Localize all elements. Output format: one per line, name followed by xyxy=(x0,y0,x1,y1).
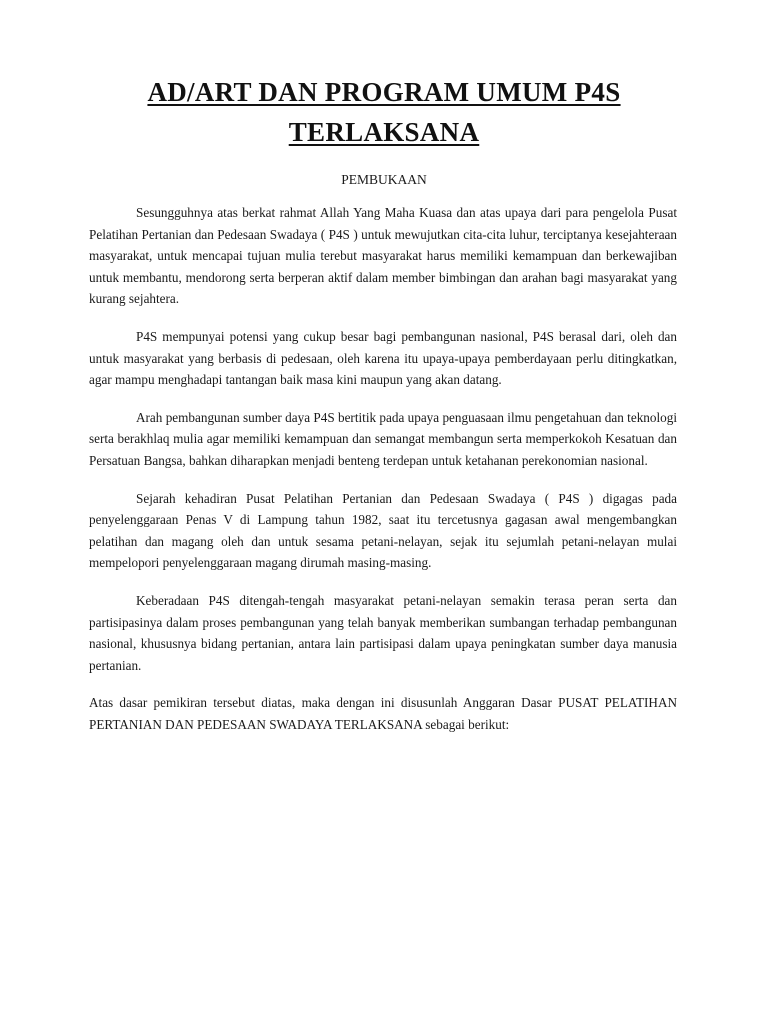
title-line-2: TERLAKSANA xyxy=(288,117,480,147)
paragraph-6: Atas dasar pemikiran tersebut diatas, maka dengan ini disusunlah Anggaran Dasar PUSAT PELATIHAN PERTANIAN DAN PEDESAAN SWADAYA TERLAKSANA sebagai berikut: xyxy=(89,695,677,732)
section-heading: PEMBUKAAN xyxy=(341,172,427,187)
paragraph-3: Arah pembangunan sumber daya P4S bertitik pada upaya penguasaan ilmu pengetahuan dan teknologi serta berakhlaq mulia agar memiliki kemampuan dan semangat membangun serta memperkokoh Kesatuan dan Persatuan Bangsa, bahkan diharapkan menjadi benteng terdepan untuk ketahanan perekonomian nasional. xyxy=(89,409,677,468)
document-body xyxy=(89,202,677,751)
paragraph-4: Sejarah kehadiran Pusat Pelatihan Pertanian dan Pedesaan Swadaya ( P4S ) digagas pada penyelenggaraan Penas V di Lampung tahun 1982, saat itu tercetusnya gagasan awal mengembangkan pelatihan dan magang oleh dan untuk sesama petani-nelayan, sejak itu sejumlah petani-nelayan mulai mempelopori penyelenggaraan magang dirumah masing-masing. xyxy=(89,490,677,571)
document-title xyxy=(40,72,728,152)
paragraph-5: Keberadaan P4S ditengah-tengah masyarakat petani-nelayan semakin terasa peran serta dan partisipasinya dalam proses pembangunan yang telah banyak memberikan sumbangan terhadap pembangunan nasional, khususnya bidang pertanian, antara lain partisipasi dalam upaya peningkatan sumber daya manusia pertanian. xyxy=(89,592,677,673)
paragraph-2: P4S mempunyai potensi yang cukup besar bagi pembangunan nasional, P4S berasal dari, oleh dan untuk masyarakat yang berbasis di pedesaan, oleh karena itu upaya-upaya pemberdayaan perlu ditingkatkan, agar mampu menghadapi tantangan baik masa kini maupun yang akan datang. xyxy=(89,328,677,388)
title-line-1: AD/ART DAN PROGRAM UMUM P4S xyxy=(147,77,621,107)
paragraph-1: Sesungguhnya atas berkat rahmat Allah Yang Maha Kuasa dan atas upaya dari para pengelola Pusat Pelatihan Pertanian dan Pedesaan Swadaya ( P4S ) untuk mewujutkan cita-cita luhur, terciptanya kesejahteraan masyarakat, untuk mencapai tujuan mulia terebut masyarakat harus memiliki kemampuan dan berkewajiban untuk membantu, mendorong serta berperan aktif dalam member bimbingan dan arahan bagi masyarakat yang kurang sejahtera. xyxy=(89,205,677,307)
